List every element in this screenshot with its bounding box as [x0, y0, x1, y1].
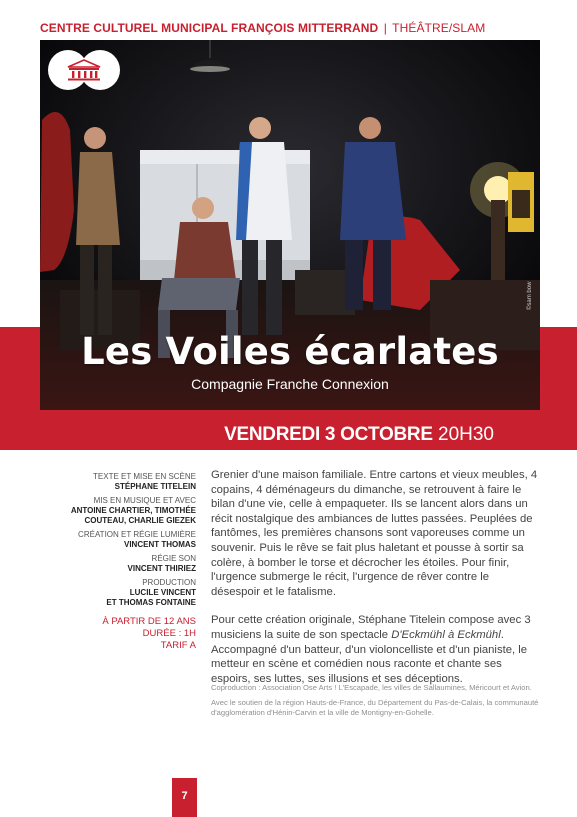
- duration-info: DURÉE : 1H: [142, 628, 196, 639]
- description-paragraph: Pour cette création originale, Stéphane Titelein compose avec 3 musiciens la suite de son spectacle D'Eckmühl à Eckmühl. Accompagné d'un batteur, d'un violoncelliste et d'un pianiste, le metteur en scène et comédien nous raconte et chante ses espoirs, ses luttes, ses illusions et ses déceptions.: [211, 614, 531, 685]
- page-number: 7: [181, 790, 188, 802]
- credit-name: VINCENT THOMAS: [124, 540, 196, 549]
- previous-show-title: D'Eckmühl à Eckmühl: [391, 628, 501, 641]
- header-separator: |: [383, 21, 387, 35]
- support-note: Avec le soutien de la région Hauts-de-France, du Département du Pas-de-Calais, la communauté d'agglomération d'Hénin-Carvin et la ville de Montigny-en-Gohelle.: [211, 698, 539, 717]
- credits-column: [60, 472, 196, 652]
- show-description: [211, 468, 541, 700]
- credit-role: TEXTE ET MISE EN SCÈNE: [93, 472, 196, 481]
- credit-name: VINCENT THIRIEZ: [127, 564, 196, 573]
- show-title: Les Voiles écarlates: [81, 330, 499, 373]
- age-info: À PARTIR DE 12 ANS: [102, 616, 196, 627]
- credit-role: RÉGIE SON: [151, 554, 196, 563]
- page-header: [40, 21, 485, 35]
- price-info: TARIF A: [160, 640, 196, 651]
- venue-logo: [48, 50, 120, 90]
- show-category: THÉÂTRE/SLAM: [392, 21, 486, 35]
- date-time: 20H30: [438, 424, 494, 445]
- credit-role: PRODUCTION: [142, 578, 196, 587]
- date-day: VENDREDI 3 OCTOBRE: [224, 424, 433, 445]
- fine-print: [211, 683, 541, 723]
- description-paragraph: Grenier d'une maison familiale. Entre cartons et vieux meubles, 4 copains, 4 déménageurs du dimanche, se retrouvent à faire le bilan d'une vie, celle à empaqueter. Ils se lancent alors dans un récit nostalgique des ambiances de luttes passées. Peuplées de fantômes, les premières chansons sont vaporeuses comme un souvenir. Puis le rêve se fait plus haletant et pousse à sortir sa colère, à bomber le torse et décrocher les étoiles. Pour finir, l'urgence submerge le récit, l'urgence de rêver contre le désespoir et le fatalisme.: [211, 469, 538, 598]
- credit-name: ET THOMAS FONTAINE: [106, 598, 196, 607]
- credit-name: COUTEAU, CHARLIE GIEZEK: [84, 516, 196, 525]
- coproduction-note: Coproduction : Association Ose Arts ! L'Escapade, les villes de Sallaumines, Méricourt et Avion.: [211, 683, 532, 692]
- credit-name: ANTOINE CHARTIER, TIMOTHÉE: [70, 506, 196, 515]
- performance-date: [224, 424, 494, 446]
- photo-credit: ©sam bow: [527, 281, 533, 310]
- venue-name: CENTRE CULTUREL MUNICIPAL FRANÇOIS MITTERRAND: [40, 21, 379, 35]
- credit-role: CRÉATION ET RÉGIE LUMIÈRE: [78, 530, 196, 539]
- practical-info: [60, 616, 196, 652]
- theatre-building-icon: [64, 59, 104, 81]
- credit-name: STÉPHANE TITELEIN: [114, 482, 196, 491]
- credit-name: LUCILE VINCENT: [129, 588, 196, 597]
- credit-role: MIS EN MUSIQUE ET AVEC: [93, 496, 196, 505]
- company-name: Compagnie Franche Connexion: [191, 376, 389, 392]
